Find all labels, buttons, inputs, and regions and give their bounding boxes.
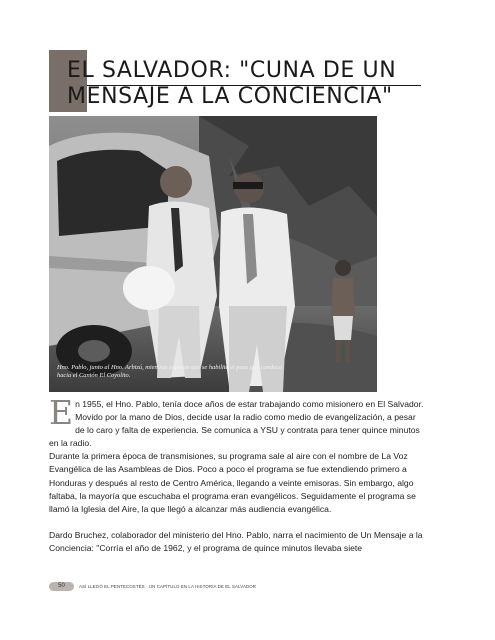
paragraph-3: Dardo Bruchez, colaborador del ministerio del Hno. Pablo, narra el nacimiento de Un Mensaje a la Conciencia: "Corría el año de 1962, y el programa de quince minutos llevaba siete [49,529,423,553]
paragraph-2: Durante la primera época de transmisiones, su programa sale al aire con el nombre de La Voz Evangélica de las Asambleas de Dios. Poco a poco el programa se fue extendiendo primero a Honduras y después al resto de Centro América, llegando a veinte emisoras. Sin embargo, algo faltaba, la mayoría que escuchaba el programa eran evangélicos. Seguidamente el programa se llamó la Iglesia del Aire, la que llegó a alcanzar más audiencia evangélica. [49,451,416,514]
photo-caption: Hno. Pablo, junto al Hno. Arbizú, mientras esperan que se habilite el paso que conduce hacia el Cantón El Coyolito. [57,364,282,379]
article-body [49,393,427,555]
paragraph-1: n 1955, el Hno. Pablo, tenía doce años de estar trabajando como misionero en El Salvador. Movido por la mano de Dios, decide usar la radio como medio de evangelización, a pesar de lo caro y falta de experiencia. Se comunica a YSU y contrata para tener quince minutos en la radio. [49,399,424,449]
photo-illustration [49,116,377,392]
page-number: 50 [49,582,74,591]
drop-cap: E [49,393,74,432]
article-title-block [49,50,421,112]
page-footer [49,582,427,592]
article-photo [49,116,377,392]
running-title: ASÍ LLEGÓ EL PENTECOSTÉS · UN CAPÍTULO EN LA HISTORIA DE EL SALVADOR [79,584,257,589]
article-title: EL SALVADOR: "CUNA DE UN MENSAJE A LA CONCIENCIA" [67,58,397,109]
